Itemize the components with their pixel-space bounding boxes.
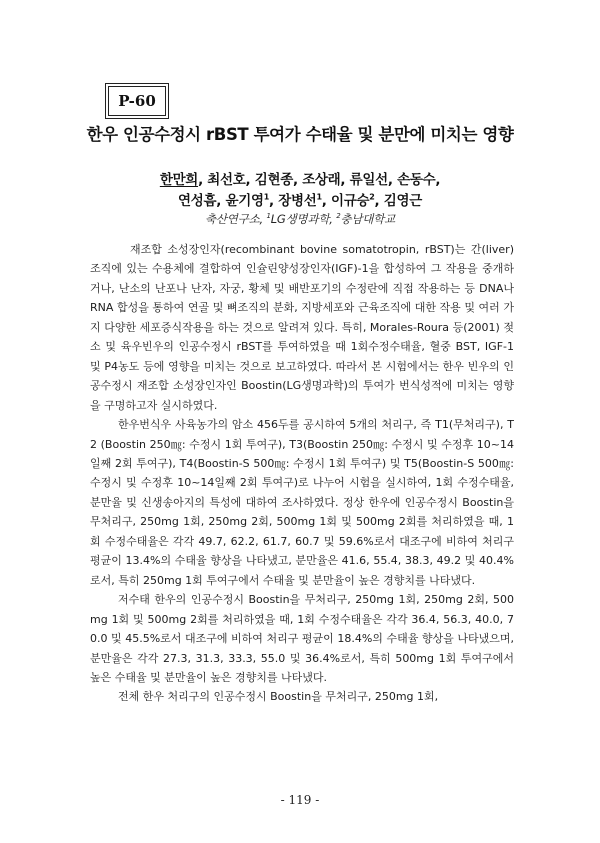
paragraph-methods: 한우번식우 사육농가의 암소 456두를 공시하여 5개의 처리구, 즉 T1(무처리구), T2 (Boostin 250㎎: 수정시 1회 투여구), T3(Boostin 250㎎: 수정시 및 수정후 10~14일째 2회 투여구), T4(Boostin-S 500㎎: 수정시 1회 투여구) 및 T5(Boostin-S 500㎎: 수정시 및 수정후 10~14일째 2회 투여구)로 나누어 시험을 실시하여, 1회 수정수태율, 분만율 및 신생송아지의 특성에 대하여 조사하였다. 정상 한우에 인공수정시 Boostin을 무처리구, 250mg 1회, 250mg 2회, 500mg 1회 및 500mg 2회를 처리하였을 때, 1회 수정수태율은 각각 49.7, 62.2, 61.7, 60.7 및 59.6%로서 대조구에 비하여 처리구 평균이 13.4%의 수태율 향상을 나타냈고, 분만율은 41.6, 55.4, 38.3, 49.2 및 40.4%로서, 특히 250mg 1회 투여구에서 수태율 및 분만율이 높은 경향치를 나타냈다. — [90, 418, 514, 587]
affiliation-2: 충남대학교 — [340, 212, 395, 226]
affiliation-mark: 1 — [266, 212, 271, 221]
paper-title: 한우 인공수정시 rBST 투여가 수태율 및 분만에 미치는 영향 — [86, 125, 514, 144]
affiliation-1: LG생명과학, — [270, 212, 337, 226]
presenting-author: 한만희 — [159, 172, 199, 188]
affiliation-mark: 1 — [263, 192, 270, 202]
author-name: 연성흠, 윤기영 — [178, 193, 264, 209]
page-number: - 119 - — [280, 793, 320, 807]
poster-code-box: P-60 — [108, 86, 166, 116]
affiliation-mark: 2 — [369, 192, 375, 202]
affiliation-mark: 1 — [316, 192, 322, 202]
affiliation-0: 축산연구소, — [204, 212, 267, 226]
author-name: , 김영근 — [374, 193, 422, 209]
author-name: , 이규승 — [321, 193, 370, 209]
paragraph-low-fertility: 저수태 한우의 인공수정시 Boostin을 무처리구, 250mg 1회, 250mg 2회, 500mg 1회 및 500mg 2회를 처리하였을 때, 1회 수정수태율은 각각 36.4, 56.3, 40.0, 70.0 및 45.5%로서 대조구에 비하여 처리구 평균이 18.4%의 수태율 향상을 나타냈으며, 분만율은 각각 27.3, 31.3, 33.3, 55.0 및 36.4%로서, 특히 500mg 1회 투여구에서 높은 수태율 및 분만율이 높은 경향치를 나타냈다. — [90, 593, 514, 684]
paragraph-intro: 재조합 소성장인자(recombinant bovine somatotropin, rBST)는 간(liver)조직에 있는 수용체에 결합하여 인슐린양성장인자(IGF)-1을 합성하여 그 작용을 중개하거나, 난소의 난포나 난자, 자궁, 황체 및 배반포기의 수정란에 직접 작용하는 등 DNA나 RNA 합성을 통하여 연골 및 뼈조직의 분화, 지방세포와 근육조직에 대한 작용 및 여러 가지 다양한 세포증식작용을 하는 것으로 알려져 있다. 특히, Morales-Roura 등(2001) 젖소 및 육우빈우의 인공수정시 rBST를 투여하였을 때 1회수정수태율, 혈중 BST, IGF-1 및 P4농도 등에 영향을 미치는 것으로 보고하였다. 따라서 본 시험에서는 한우 빈우의 인공수정시 재조합 소성장인자인 Boostin(LG생명과학)의 투여가 번식성적에 미치는 영향을 구명하고자 실시하였다. — [90, 243, 514, 412]
paragraph-overall: 전체 한우 처리구의 인공수정시 Boostin을 무처리구, 250mg 1회, — [118, 690, 439, 704]
author-line-1 — [0, 168, 600, 188]
affiliations — [0, 211, 600, 227]
affiliation-mark: 2 — [336, 212, 341, 221]
author-list-1: , 최선호, 김현종, 조상래, 류일선, 손동수, — [198, 172, 441, 188]
abstract-body — [90, 240, 514, 707]
author-line-2 — [0, 189, 600, 209]
author-name: , 장병선 — [269, 193, 317, 209]
